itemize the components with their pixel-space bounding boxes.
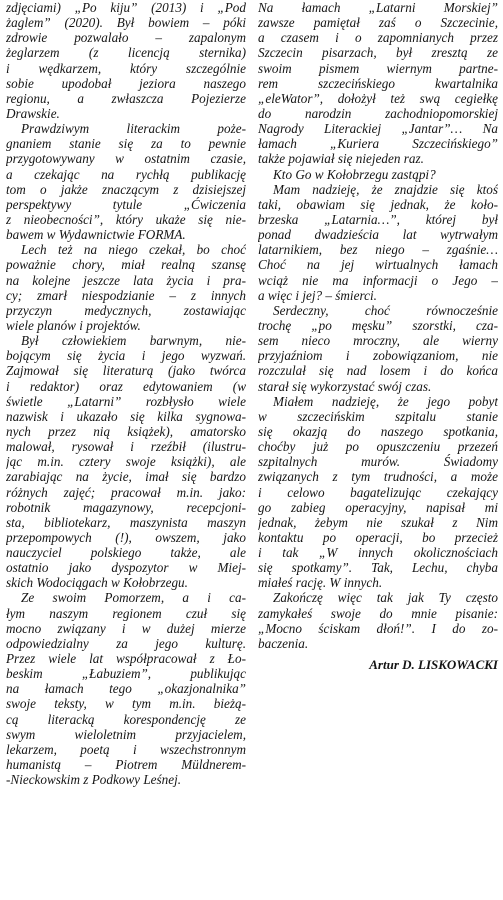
text-line: łym naszym regionem czuł się [6, 605, 246, 621]
text-line: przygotowywany w ostatnim czasie, [6, 151, 246, 167]
text-line: zdrowie pozwalało – zapalonym [6, 30, 246, 46]
text-line: kontaktu po operacji, bo przecież [258, 529, 498, 545]
text-line: trochę „po męsku” szorstki, cza- [258, 317, 498, 333]
text-line: „Mocno ściskam dłoń!”. I do zo- [258, 620, 498, 636]
text-line: zawsze pamiętał zaś o Szczecinie, [258, 15, 498, 31]
text-line: łamach „Kuriera Szczecińskiego” [258, 136, 498, 152]
text-line: żeglarzem (z licencją sternika) [6, 45, 246, 61]
right-column [258, 0, 498, 672]
text-line: nauczyciel polskiego także, ale [6, 545, 246, 561]
right-column-text [258, 0, 498, 651]
text-line: sem nieco mroczny, ale wierny [258, 333, 498, 349]
text-line: do narodzin zachodniopomorskiej [258, 105, 498, 121]
text-line: a więc i jej? – śmierci. [258, 287, 377, 303]
text-line: nazwisk i ukazało się kilka sygnowa- [6, 408, 246, 424]
text-line: sobie upodobał jeziora naszego [6, 75, 246, 91]
text-line: zamykałeś swoje do mnie pisanie: [258, 605, 498, 621]
text-line: latarnikiem, bez niego – zgaśnie… [258, 242, 498, 258]
text-line: mocno związany i w dużej mierze [6, 620, 246, 636]
text-line: skich Wodociągach w Kołobrzegu. [6, 575, 188, 591]
text-line: jednak, żebym nie szukał z Nim [258, 514, 498, 530]
text-line: na łamach tego „okazjonalnika” [6, 681, 246, 697]
text-line: rozczulał się nad losem i do końca [258, 363, 498, 379]
text-line: wciąż nie ma informacji o Jego – [258, 272, 498, 288]
text-line: także pojawiał się niejeden raz. [258, 151, 424, 167]
text-line: gnaniem stanie się za to pewnie [6, 136, 246, 152]
text-line: humanistą – Piotrem Müldnerem- [6, 757, 246, 773]
text-line: związanych z tym trudności, a może [258, 469, 498, 485]
text-line: Lech też na niego czekał, bo choć [21, 242, 246, 258]
text-line: wiele planów i projektów. [6, 317, 141, 333]
text-line: Choć na jej wirtualnych łamach [258, 257, 498, 273]
text-line: z nieobecności”, który ukaże się nie- [6, 211, 246, 227]
text-line: Zajmował się literaturą (jako twórca [6, 363, 246, 379]
text-line: swym wieloletnim przyjacielem, [6, 726, 246, 742]
text-line: robotnik magazynowy, recepcjoni- [6, 499, 246, 515]
left-column [6, 0, 246, 787]
text-line: Drawskie. [6, 105, 60, 121]
text-line: Szczecin pisarzach, był zresztą ze [258, 45, 498, 61]
text-line: i wędkarzem, który szczególnie [6, 60, 246, 76]
text-line: -Nieckowskim z Podkowy Leśnej. [6, 772, 182, 788]
text-line: zarabiając na życie, imał się bardzo [6, 469, 246, 485]
text-line: Nagrody Literackiej „Jantar”… Na [258, 121, 498, 137]
text-line: przyjaźniom i zobowiązaniom, nie [258, 348, 498, 364]
text-line: jąc m.in. cztery swoje książki), ale [6, 454, 246, 470]
text-line: różnych zajęć; pracował m.in. jako: [6, 484, 246, 500]
text-line: bawem w Wydawnictwie FORMA. [6, 227, 186, 243]
text-line: a czasem i o zapomnianych przez [258, 30, 498, 46]
text-line: szpitalnych murów. Świadomy [258, 454, 498, 470]
text-line: tom o jakże znaczącym z dzisiejszej [6, 181, 246, 197]
text-line: Prawdziwym literackim poże- [21, 121, 246, 137]
text-line: i celowo bagatelizując czekający [258, 484, 498, 500]
text-line: ponad dwadzieścia lat wytrwałym [258, 227, 498, 243]
text-line: Serdeczny, choć równocześnie [273, 302, 498, 318]
text-line: beskim „Łabuziem”, publikując [6, 666, 246, 682]
text-line: i redaktor) oraz edytowaniem (w [6, 378, 246, 394]
text-line: go zabieg operacyjny, napisał mi [258, 499, 498, 515]
text-line: na kolejne jeszcze lata życia i pra- [6, 272, 246, 288]
text-line: sta, bibliotekarz, maszynista maszyn [6, 514, 246, 530]
text-line: Przez wiele lat współpracował z Ło- [6, 651, 246, 667]
text-line: nych przez nią książek), amatorsko [6, 423, 246, 439]
text-line: perspektywy tytule „Ćwiczenia [6, 196, 246, 212]
text-line: poważnie chory, miał realną szansę [6, 257, 246, 273]
text-line: „eleWator”, dołożył też swą cegiełkę [258, 90, 498, 106]
text-line: świetle „Latarni” rozbłysło wiele [6, 393, 246, 409]
text-line: zdjęciami) „Po kiju” (2013) i „Pod [6, 0, 246, 15]
text-line: miałeś rację. W innych. [258, 575, 383, 591]
text-line: choćby już po opuszczeniu przezeń [258, 439, 498, 455]
text-line: Kto Go w Kołobrzegu zastąpi? [273, 166, 436, 182]
text-line: Na łamach „Latarni Morskiej” [258, 0, 498, 15]
text-line: w szczecińskim szpitalu stanie [258, 408, 498, 424]
text-line: cą literacką korespondencję ze [6, 711, 246, 727]
text-line: Miałem nadzieję, że jego pobyt [273, 393, 498, 409]
text-line: malował, rysował i rzeźbił (ilustru- [6, 439, 246, 455]
text-line: żaglem” (2020). Był bowiem – póki [6, 15, 246, 31]
text-line: Zakończę więc tak jak Ty często [273, 590, 498, 606]
text-line: cy; zmarł niespodzianie – z innych [6, 287, 246, 303]
text-line: przyczyn medycznych, zostawiając [6, 302, 246, 318]
text-line: Ze swoim Pomorzem, a i ca- [21, 590, 246, 606]
text-line: baczenia. [258, 635, 309, 651]
author-signature: Artur D. LISKOWACKI [369, 657, 498, 673]
text-line: się spotkamy”. Tak, Lechu, chyba [258, 560, 498, 576]
text-line: i tak „W innych okolicznościach [258, 545, 498, 561]
text-line: przepompowych (!), owszem, jako [6, 529, 246, 545]
text-line: taki, obawiam się jednak, że koło- [258, 196, 498, 212]
text-line: starał się wykorzystać swój czas. [258, 378, 432, 394]
text-line: a czekając na rychłą publikację [6, 166, 246, 182]
text-line: rem szczecińskiego kwartalnika [258, 75, 498, 91]
text-line: się okazją do naszego spotkania, [258, 423, 498, 439]
text-line: Mam nadzieję, że znajdzie się ktoś [273, 181, 498, 197]
text-line: ostatnio jako dyspozytor w Miej- [6, 560, 246, 576]
text-line: swoje teksty, w tym m.in. bieżą- [6, 696, 246, 712]
text-line: bojącym się życia i jego wyzwań. [6, 348, 246, 364]
text-line: lekarzem, poetą i wszechstronnym [6, 741, 246, 757]
text-line: swoim pismem wiernym partne- [258, 60, 498, 76]
text-line: Był człowiekiem barwnym, nie- [21, 333, 246, 349]
text-line: regionu, a zwłaszcza Pojezierze [6, 90, 246, 106]
text-line: odpowiedzialny za jego kulturę. [6, 635, 246, 651]
text-line: brzeska „Latarnia…”, której był [258, 211, 498, 227]
